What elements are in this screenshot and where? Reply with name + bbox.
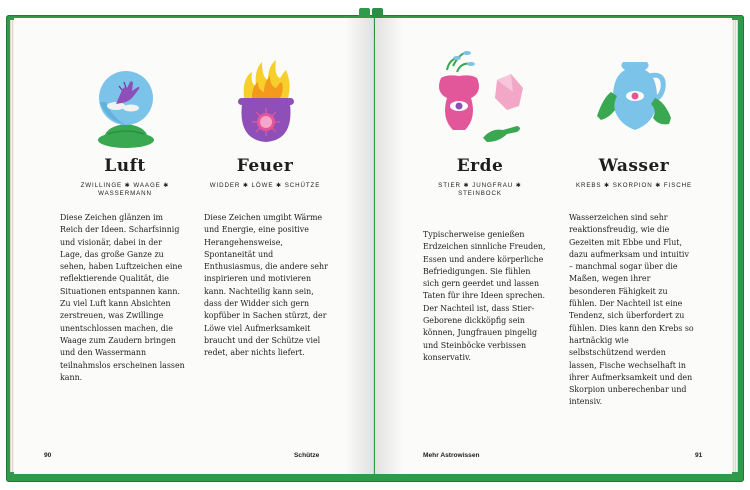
signs-luft: ZWILLINGE ✱ WAAGE ✱ WASSERMANN <box>80 182 170 197</box>
right-page <box>375 18 732 474</box>
running-head-left: Schütze <box>294 452 320 459</box>
left-page <box>14 18 374 474</box>
page-edges-right <box>732 20 738 472</box>
signs-feuer: WIDDER ✱ LÖWE ✱ SCHÜTZE <box>209 182 321 189</box>
element-title-erde: Erde <box>456 156 504 176</box>
signs-wasser: KREBS ✱ SKORPION ✱ FISCHE <box>575 182 693 189</box>
crystal-ball-icon <box>86 60 166 150</box>
element-title-luft: Luft <box>104 156 146 176</box>
vase-crystal-icon <box>427 48 537 158</box>
body-text-wasser: Wasserzeichen sind sehr reaktionsfreudig, wie die Gezeiten mit Ebbe und Flut, dazu aufmerksam und intuitiv – manchmal sogar über die Maßen, wegen ihrer besonderen Fähigkeit zu fühlen. Der Nachteil ist eine Tendenz, sich überfordert zu fühlen. Dies kann den Krebs so hartnäckig wie selbstschützend werden lassen, Fische wechselhaft in ihrer Aufmerksamkeit und den Skorpion unberechenbar und intensiv. <box>569 213 694 407</box>
running-head-right: Mehr Astrowissen <box>423 452 480 459</box>
page-number-left: 90 <box>44 452 52 459</box>
page-number-right: 91 <box>695 452 703 459</box>
body-text-erde: Typischerweise genießen Erdzeichen sinnliche Freuden, Essen und andere körperliche Befriedigungen. Sie fühlen sich gern geerdet und lassen Taten für ihre Ideen sprechen. Der Nachteil ist, dass Stier-Geborene dickköpfig sein können, Jungfrauen pingelig und Steinböcke verbissen konservativ. <box>423 230 546 362</box>
element-title-feuer: Feuer <box>236 156 294 176</box>
element-title-wasser: Wasser <box>598 156 670 176</box>
body-text-feuer: Diese Zeichen umgibt Wärme und Energie, eine positive Herangehensweise, Spontaneität und Enthusiasmus, die andere sehr inspirieren und motivieren kann. Nachteilig kann sein, dass der Widder sich gern kopfüber in Sachen stürzt, der Löwe viel Aufmerksamkeit braucht und der Schütze viel redet, aber nichts liefert. <box>204 213 328 358</box>
signs-erde: STIER ✱ JUNGFRAU ✱ STEINBOCK <box>438 182 522 197</box>
gutter-shadow <box>345 18 373 474</box>
jug-hands-icon <box>593 58 683 158</box>
gutter-shadow <box>375 18 403 474</box>
cauldron-fire-icon <box>226 48 306 138</box>
body-text-luft: Diese Zeichen glänzen im Reich der Ideen. Scharfsinnig und visionär, dabei in der Lage, das große Ganze zu sehen, haben Luftzeichen eine reflektierende Qualität, die Situationen entspannen kann. Zu viel Luft kann Absichten zerstreuen, was Zwillinge unentschlossen machen, die Waage zum Zaudern bringen und den Wassermann teilnahmslos erscheinen lassen kann. <box>60 213 185 382</box>
